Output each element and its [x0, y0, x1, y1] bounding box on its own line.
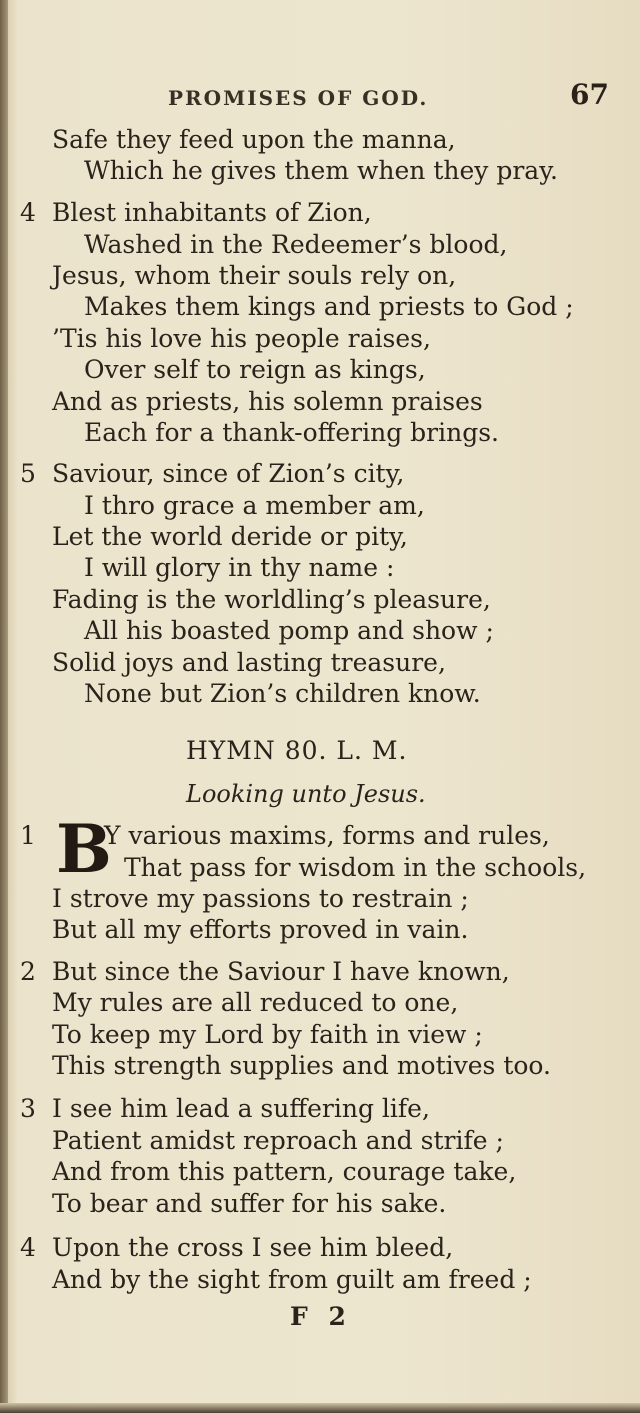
book-spine — [0, 0, 8, 1413]
stanza-3-line-4: To bear and suffer for his sake. — [52, 1189, 447, 1218]
verse-5-line-4: I will glory in thy name : — [84, 553, 395, 582]
hymn-subtitle: Looking unto Jesus. — [186, 780, 426, 808]
stanza-1-line-4: But all my efforts proved in vain. — [52, 915, 469, 944]
verse-5-line-2: I thro grace a member am, — [84, 491, 425, 520]
stanza-3-line-3: And from this pattern, courage take, — [52, 1157, 517, 1186]
verse-4-line-3: Jesus, whom their souls rely on, — [52, 261, 457, 290]
verse-5-line-7: Solid joys and lasting treasure, — [52, 648, 446, 677]
running-head: PROMISES OF GOD. — [168, 86, 429, 110]
stanza-1-line-3: I strove my passions to restrain ; — [52, 884, 469, 913]
verse-4-line-2: Washed in the Redeemer’s blood, — [84, 230, 508, 259]
stanza-4-line-2: And by the sight from guilt am freed ; — [52, 1265, 532, 1294]
verse-number: 4 — [20, 198, 36, 227]
verse-5-line-8: None but Zion’s children know. — [84, 679, 481, 708]
stanza-number: 3 — [20, 1094, 36, 1123]
page-header — [0, 78, 640, 114]
page-bottom-edge — [0, 1403, 640, 1413]
stanza-2-line-1: But since the Saviour I have known, — [52, 957, 510, 986]
verse-5-line-5: Fading is the worldling’s pleasure, — [52, 585, 491, 614]
verse-4-line-7: And as priests, his solemn praises — [52, 387, 483, 416]
drop-cap: B — [56, 810, 112, 888]
verse-5-line-3: Let the world deride or pity, — [52, 522, 408, 551]
page-number: 67 — [570, 78, 609, 111]
stanza-number: 2 — [20, 957, 36, 986]
stanza-2-line-4: This strength supplies and motives too. — [52, 1051, 551, 1080]
verse-4-line-6: Over self to reign as kings, — [84, 355, 426, 384]
verse-4-line-5: ’Tis his love his people raises, — [52, 324, 431, 353]
verse-4-line-1: Blest inhabitants of Zion, — [52, 198, 372, 227]
stanza-1-line-1: Y various maxims, forms and rules, — [104, 821, 550, 850]
stanza-number: 1 — [20, 821, 36, 850]
stanza-3-line-2: Patient amidst reproach and strife ; — [52, 1126, 504, 1155]
verse-5-line-1: Saviour, since of Zion’s city, — [52, 459, 405, 488]
continuation-line-1: Safe they feed upon the manna, — [52, 125, 456, 154]
stanza-3-line-1: I see him lead a suffering life, — [52, 1094, 430, 1123]
stanza-1-line-2: That pass for wisdom in the schools, — [124, 853, 587, 882]
signature-mark: F 2 — [290, 1302, 352, 1331]
verse-4-line-4: Makes them kings and priests to God ; — [84, 292, 574, 321]
hymn-title: HYMN 80. L. M. — [186, 736, 408, 765]
verse-number: 5 — [20, 459, 36, 488]
continuation-line-2: Which he gives them when they pray. — [84, 156, 558, 185]
stanza-number: 4 — [20, 1233, 36, 1262]
verse-5-line-6: All his boasted pomp and show ; — [84, 616, 494, 645]
stanza-2-line-2: My rules are all reduced to one, — [52, 988, 459, 1017]
stanza-2-line-3: To keep my Lord by faith in view ; — [52, 1020, 483, 1049]
verse-4-line-8: Each for a thank-offering brings. — [84, 418, 500, 447]
stanza-4-line-1: Upon the cross I see him bleed, — [52, 1233, 454, 1262]
